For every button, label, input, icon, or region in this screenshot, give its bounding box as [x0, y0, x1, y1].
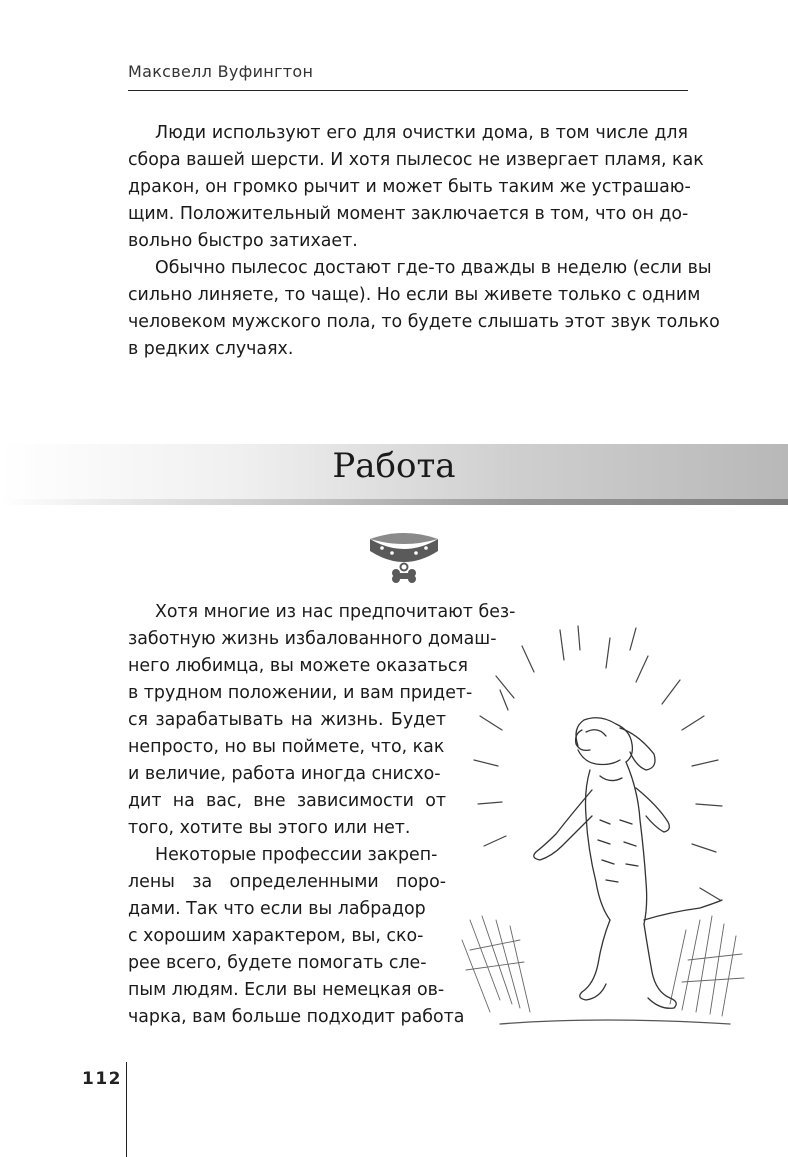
- body-text-bottom: [128, 599, 516, 1031]
- text-line: и величие, работа иногда снисхо-: [128, 764, 441, 784]
- text-line: рее всего, будете помогать сле-: [128, 953, 427, 973]
- text-line: заботную жизнь избалованного домаш-: [128, 629, 497, 649]
- text-line: лены за определенными поро-: [128, 872, 446, 892]
- text-line: сильно линяете, то чаще). Но если вы живете только с одним: [128, 285, 701, 305]
- ground-line: [500, 1020, 730, 1024]
- text-line: того, хотите вы этого или нет.: [128, 818, 411, 838]
- text-line: сбора вашей шерсти. И хотя пылесос не извергает пламя, как: [128, 150, 704, 170]
- text-line: в редких случаях.: [128, 339, 294, 359]
- text-line: дит на вас, вне зависимости от: [128, 791, 446, 811]
- page-number: 112: [82, 1069, 122, 1089]
- text-line: щим. Положительный момент заключается в том, что он до-: [128, 204, 689, 224]
- page-number-rule: [126, 1062, 127, 1157]
- text-line: дами. Так что если вы лабрадор: [128, 899, 426, 919]
- text-line: пым людям. Если вы немецкая ов-: [128, 980, 445, 1000]
- text-line: с хорошим характером, вы, ско-: [128, 926, 424, 946]
- dog-figure: [534, 718, 722, 1009]
- text-line: вольно быстро затихает.: [128, 231, 358, 251]
- dancing-dog-illustration: [460, 620, 750, 1040]
- text-line: непросто, но вы поймете, что, как: [128, 737, 445, 757]
- text-line: Хотя многие из нас предпочитают без-: [155, 602, 516, 622]
- section-band-shadow: [0, 499, 788, 505]
- body-text-top: [128, 120, 720, 363]
- text-line: Обычно пылесос достают где-то дважды в неделю (если вы: [155, 258, 712, 278]
- text-line: дракон, он громко рычит и может быть таким же устрашаю-: [128, 177, 691, 197]
- text-line: ся зарабатывать на жизнь. Будет: [128, 710, 446, 730]
- hatching-lines: [462, 916, 744, 1016]
- dog-collar-icon: [364, 525, 444, 587]
- text-line: него любимца, вы можете оказаться: [128, 656, 468, 676]
- text-line: чарка, вам больше подходит работа: [128, 1007, 465, 1027]
- text-line: Некоторые профессии закреп-: [155, 845, 438, 865]
- running-header: Максвелл Вуфингтон: [128, 62, 314, 81]
- text-line: Люди используют его для очистки дома, в том числе для: [155, 123, 688, 143]
- header-rule: [128, 90, 688, 91]
- text-line: человеком мужского пола, то будете слышать этот звук только: [128, 312, 720, 332]
- radiating-lines: [474, 626, 722, 900]
- section-title: Работа: [332, 446, 456, 486]
- text-line: в трудном положении, и вам придет-: [128, 683, 473, 703]
